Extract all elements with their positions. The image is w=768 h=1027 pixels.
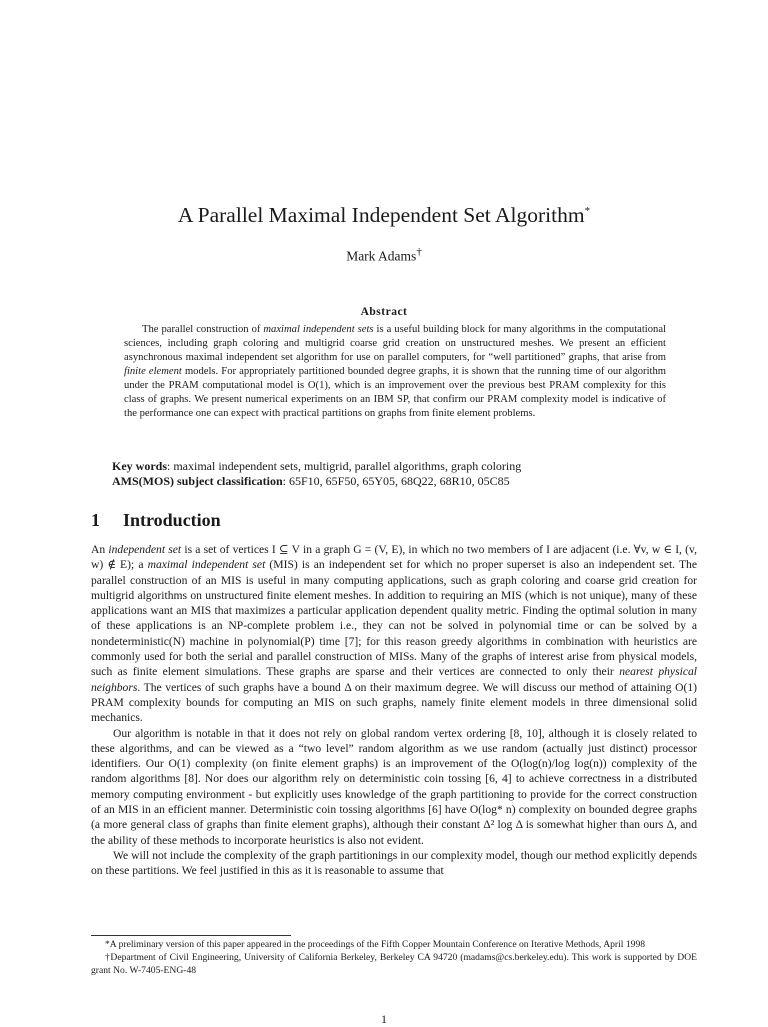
abstract-body (124, 323, 666, 421)
footnote-rule (91, 935, 291, 936)
section-heading (91, 510, 221, 531)
paragraph-emph: nearest physical neighbors (91, 665, 697, 694)
abstract-emph: finite element (124, 366, 182, 377)
author-line (0, 246, 768, 265)
keywords-text: : maximal independent sets, multigrid, parallel algorithms, graph coloring (167, 459, 522, 473)
body-text (91, 542, 697, 879)
paragraph-3: We will not include the complexity of the graph partitionings in our complexity model, though our method explicitly depends on these partitions. We feel justified in this as it is reasonable to assume that (91, 848, 697, 878)
abstract-text: is a useful building block for many algorithms in the computational sciences, including graph coloring and multigrid coarse grid creation on unstructured meshes. We present an efficient asynchronous maximal independent set algorithm for use on parallel computers, for “well partitioned” graphs, that arise from (124, 324, 666, 363)
paragraph-text: . The vertices of such graphs have a bound Δ on their maximum degree. We will discuss our method of attaining O(1) PRAM complexity bounds for computing an MIS on such graphs, namely finite element models in three dimensional solid mechanics. (91, 680, 697, 725)
page-number: 1 (381, 1012, 387, 1026)
footnote-2: †Department of Civil Engineering, University of California Berkeley, Berkeley CA 94720 (madams@cs.berkeley.edu). This work is supported by DOE grant No. W-7405-ENG-48 (91, 952, 697, 976)
section-title: Introduction (123, 510, 221, 530)
abstract-text: models. For appropriately partitioned bounded degree graphs, it is shown that the running time of our algorithm under the PRAM computational model is O(1), which is an improvement over the previous best PRAM complexity for this class of graphs. We present numerical experiments on an IBM SP, that confirm our PRAM complexity model is indicative of the performance one can expect with practical partitions on graphs from finite element problems. (124, 366, 666, 419)
paragraph-text: An (91, 543, 109, 556)
paper-title (0, 203, 768, 228)
ams-line (112, 473, 672, 489)
ams-label: AMS(MOS) subject classification (112, 474, 283, 488)
abstract-emph: maximal independent sets (263, 324, 374, 335)
author-name: Mark Adams (346, 248, 417, 264)
footnote-1: *A preliminary version of this paper appeared in the proceedings of the Fifth Copper Mountain Conference on Iterative Methods, April 1998 (105, 939, 646, 950)
author-footnote-mark: † (416, 246, 422, 258)
paragraph-1 (91, 542, 697, 726)
paragraph-text: is a set of vertices I ⊆ V in a graph G = (V, E), in which no two members of I are adjacent (i.e. ∀v, w ∈ I, (v, w) ∉ E); a (91, 543, 697, 572)
title-text: A Parallel Maximal Independent Set Algorithm (177, 203, 585, 227)
paragraph-emph: independent set (108, 543, 182, 556)
abstract-text: The parallel construction of (142, 324, 264, 335)
abstract-heading: Abstract (360, 306, 408, 318)
keywords-line (112, 458, 672, 474)
title-footnote-mark: * (584, 204, 591, 217)
paragraph-text: (MIS) is an independent set for which no proper superset is also an independent set. The parallel construction of an MIS is useful in many computing applications, such as graph coloring and coarse grid creation for multigrid algorithms on unstructured finite element meshes. In addition to requiring an MIS (which is not unique), many of these applications want an MIS that maximizes a particular application dependent quality metric. Finding the optimal solution in many of these applications is an NP-complete problem i.e., they can not be solved in polynomial time or can be solved by a nondeterministic(N) machine in polynomial(P) time [7]; for this reason greedy algorithms in combination with heuristics are commonly used for both the serial and parallel construction of MISs. Many of the graphs of interest arise from physical models, such as finite element simulations. These graphs are sparse and their vertices are connected to only their (91, 558, 697, 679)
section-number: 1 (91, 510, 100, 530)
footnotes (91, 938, 697, 977)
paragraph-emph: maximal independent set (147, 558, 266, 572)
ams-text: : 65F10, 65F50, 65Y05, 68Q22, 68R10, 05C85 (282, 474, 510, 488)
keywords-label: Key words (112, 459, 167, 473)
paragraph-2: Our algorithm is notable in that it does not rely on global random vertex ordering [8, 10], although it is closely related to these algorithms, and can be viewed as a “two level” random algorithm as we use random (actually just distinct) processor identifiers. Our O(1) complexity (on finite element graphs) is an improvement of the O(log(n)/log log(n)) complexity of the random algorithms [8]. Nor does our algorithm rely on deterministic coin tossing [6, 4] to achieve correctness in a distributed memory computing environment - but explicitly uses knowledge of the graph partitioning to provide for the correct construction of an MIS in an efficient manner. Deterministic coin tossing algorithms [6] have O(log* n) complexity on bounded degree graphs (a more general class of graphs than finite element graphs), although their constant Δ² log Δ is somewhat higher than ours Δ, and the ability of these methods to incorporate heuristics is also not evident. (91, 726, 697, 847)
